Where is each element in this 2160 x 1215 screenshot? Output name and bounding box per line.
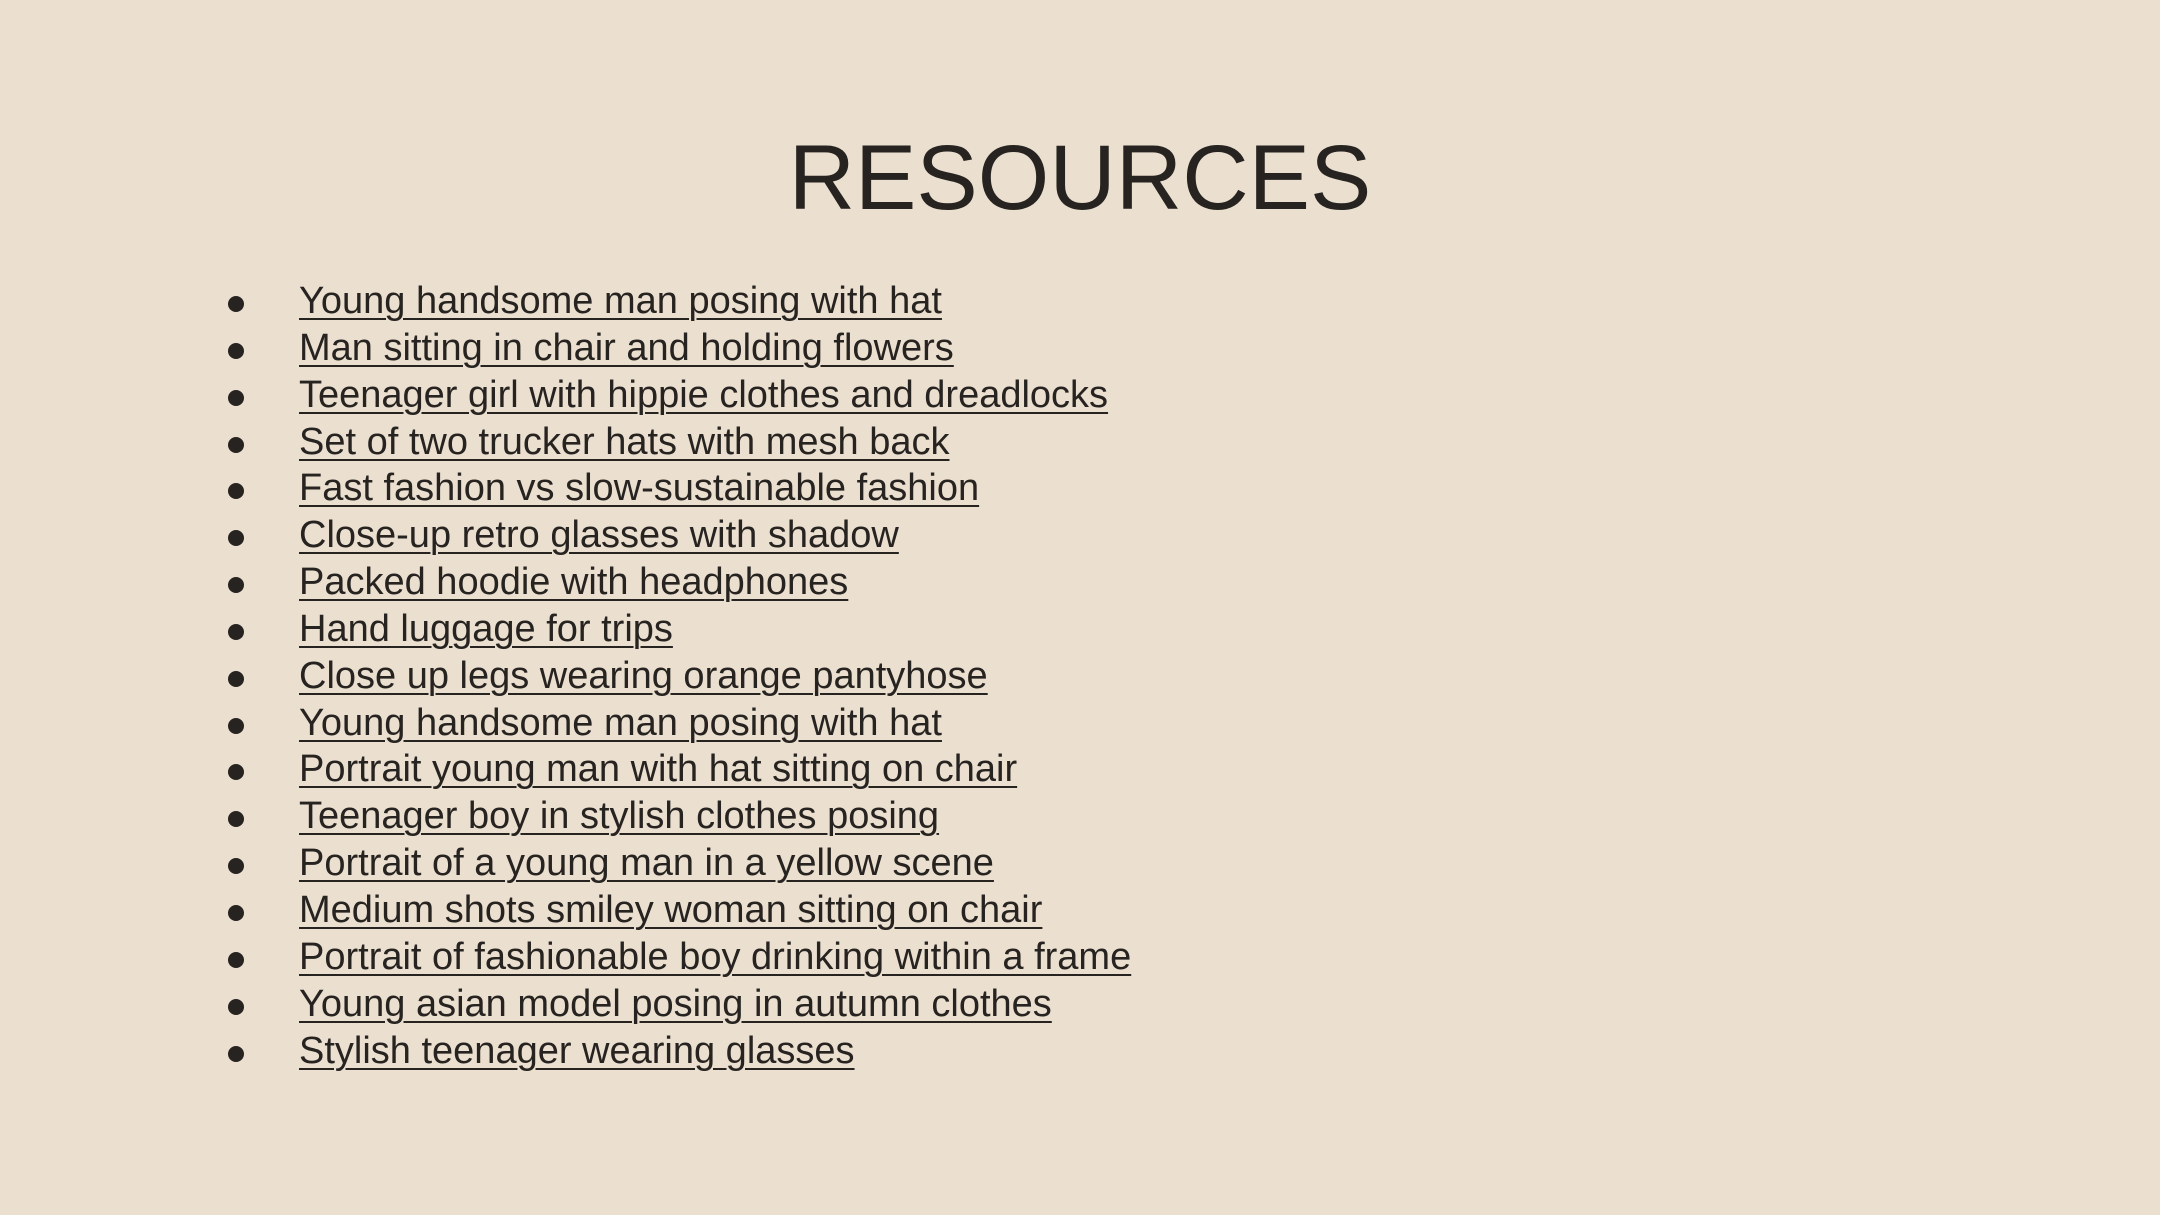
bullet-icon: [228, 671, 244, 687]
bullet-icon: [228, 296, 244, 312]
page-title: RESOURCES: [788, 127, 1372, 229]
resource-link[interactable]: Close up legs wearing orange pantyhose: [299, 654, 988, 697]
bullet-icon: [228, 343, 244, 359]
bullet-icon: [228, 483, 244, 499]
bullet-icon: [228, 437, 244, 453]
resource-link[interactable]: Portrait of fashionable boy drinking within a frame: [299, 935, 1132, 978]
resource-link[interactable]: Young handsome man posing with hat: [299, 701, 942, 744]
resource-link[interactable]: Young asian model posing in autumn clothes: [299, 982, 1052, 1025]
bullet-icon: [228, 999, 244, 1015]
bullet-icon: [228, 905, 244, 921]
resource-link[interactable]: Young handsome man posing with hat: [299, 280, 942, 322]
resource-link[interactable]: Fast fashion vs slow-sustainable fashion: [299, 467, 980, 510]
resource-link[interactable]: Teenager boy in stylish clothes posing: [299, 795, 940, 838]
resource-link[interactable]: Hand luggage for trips: [299, 607, 673, 650]
bullet-icon: [228, 530, 244, 546]
resource-link[interactable]: Close-up retro glasses with shadow: [299, 514, 899, 557]
bullet-icon: [228, 952, 244, 968]
resource-link[interactable]: Portrait young man with hat sitting on chair: [299, 748, 1018, 791]
resource-link[interactable]: Medium shots smiley woman sitting on chair: [299, 888, 1043, 931]
bullet-icon: [228, 1046, 244, 1062]
bullet-icon: [228, 718, 244, 734]
resource-link[interactable]: Portrait of a young man in a yellow scene: [299, 842, 994, 885]
resource-link[interactable]: Packed hoodie with headphones: [299, 561, 849, 604]
bullet-icon: [228, 624, 244, 640]
resource-link[interactable]: Teenager girl with hippie clothes and dreadlocks: [299, 373, 1109, 416]
bullet-icon: [228, 390, 244, 406]
bullet-icon: [228, 858, 244, 874]
resource-link[interactable]: Man sitting in chair and holding flowers: [299, 326, 954, 369]
resource-link[interactable]: Stylish teenager wearing glasses: [299, 1029, 855, 1072]
resource-link[interactable]: Set of two trucker hats with mesh back: [299, 420, 950, 463]
bullet-icon: [228, 577, 244, 593]
bullet-icon: [228, 764, 244, 780]
bullet-icon: [228, 811, 244, 827]
